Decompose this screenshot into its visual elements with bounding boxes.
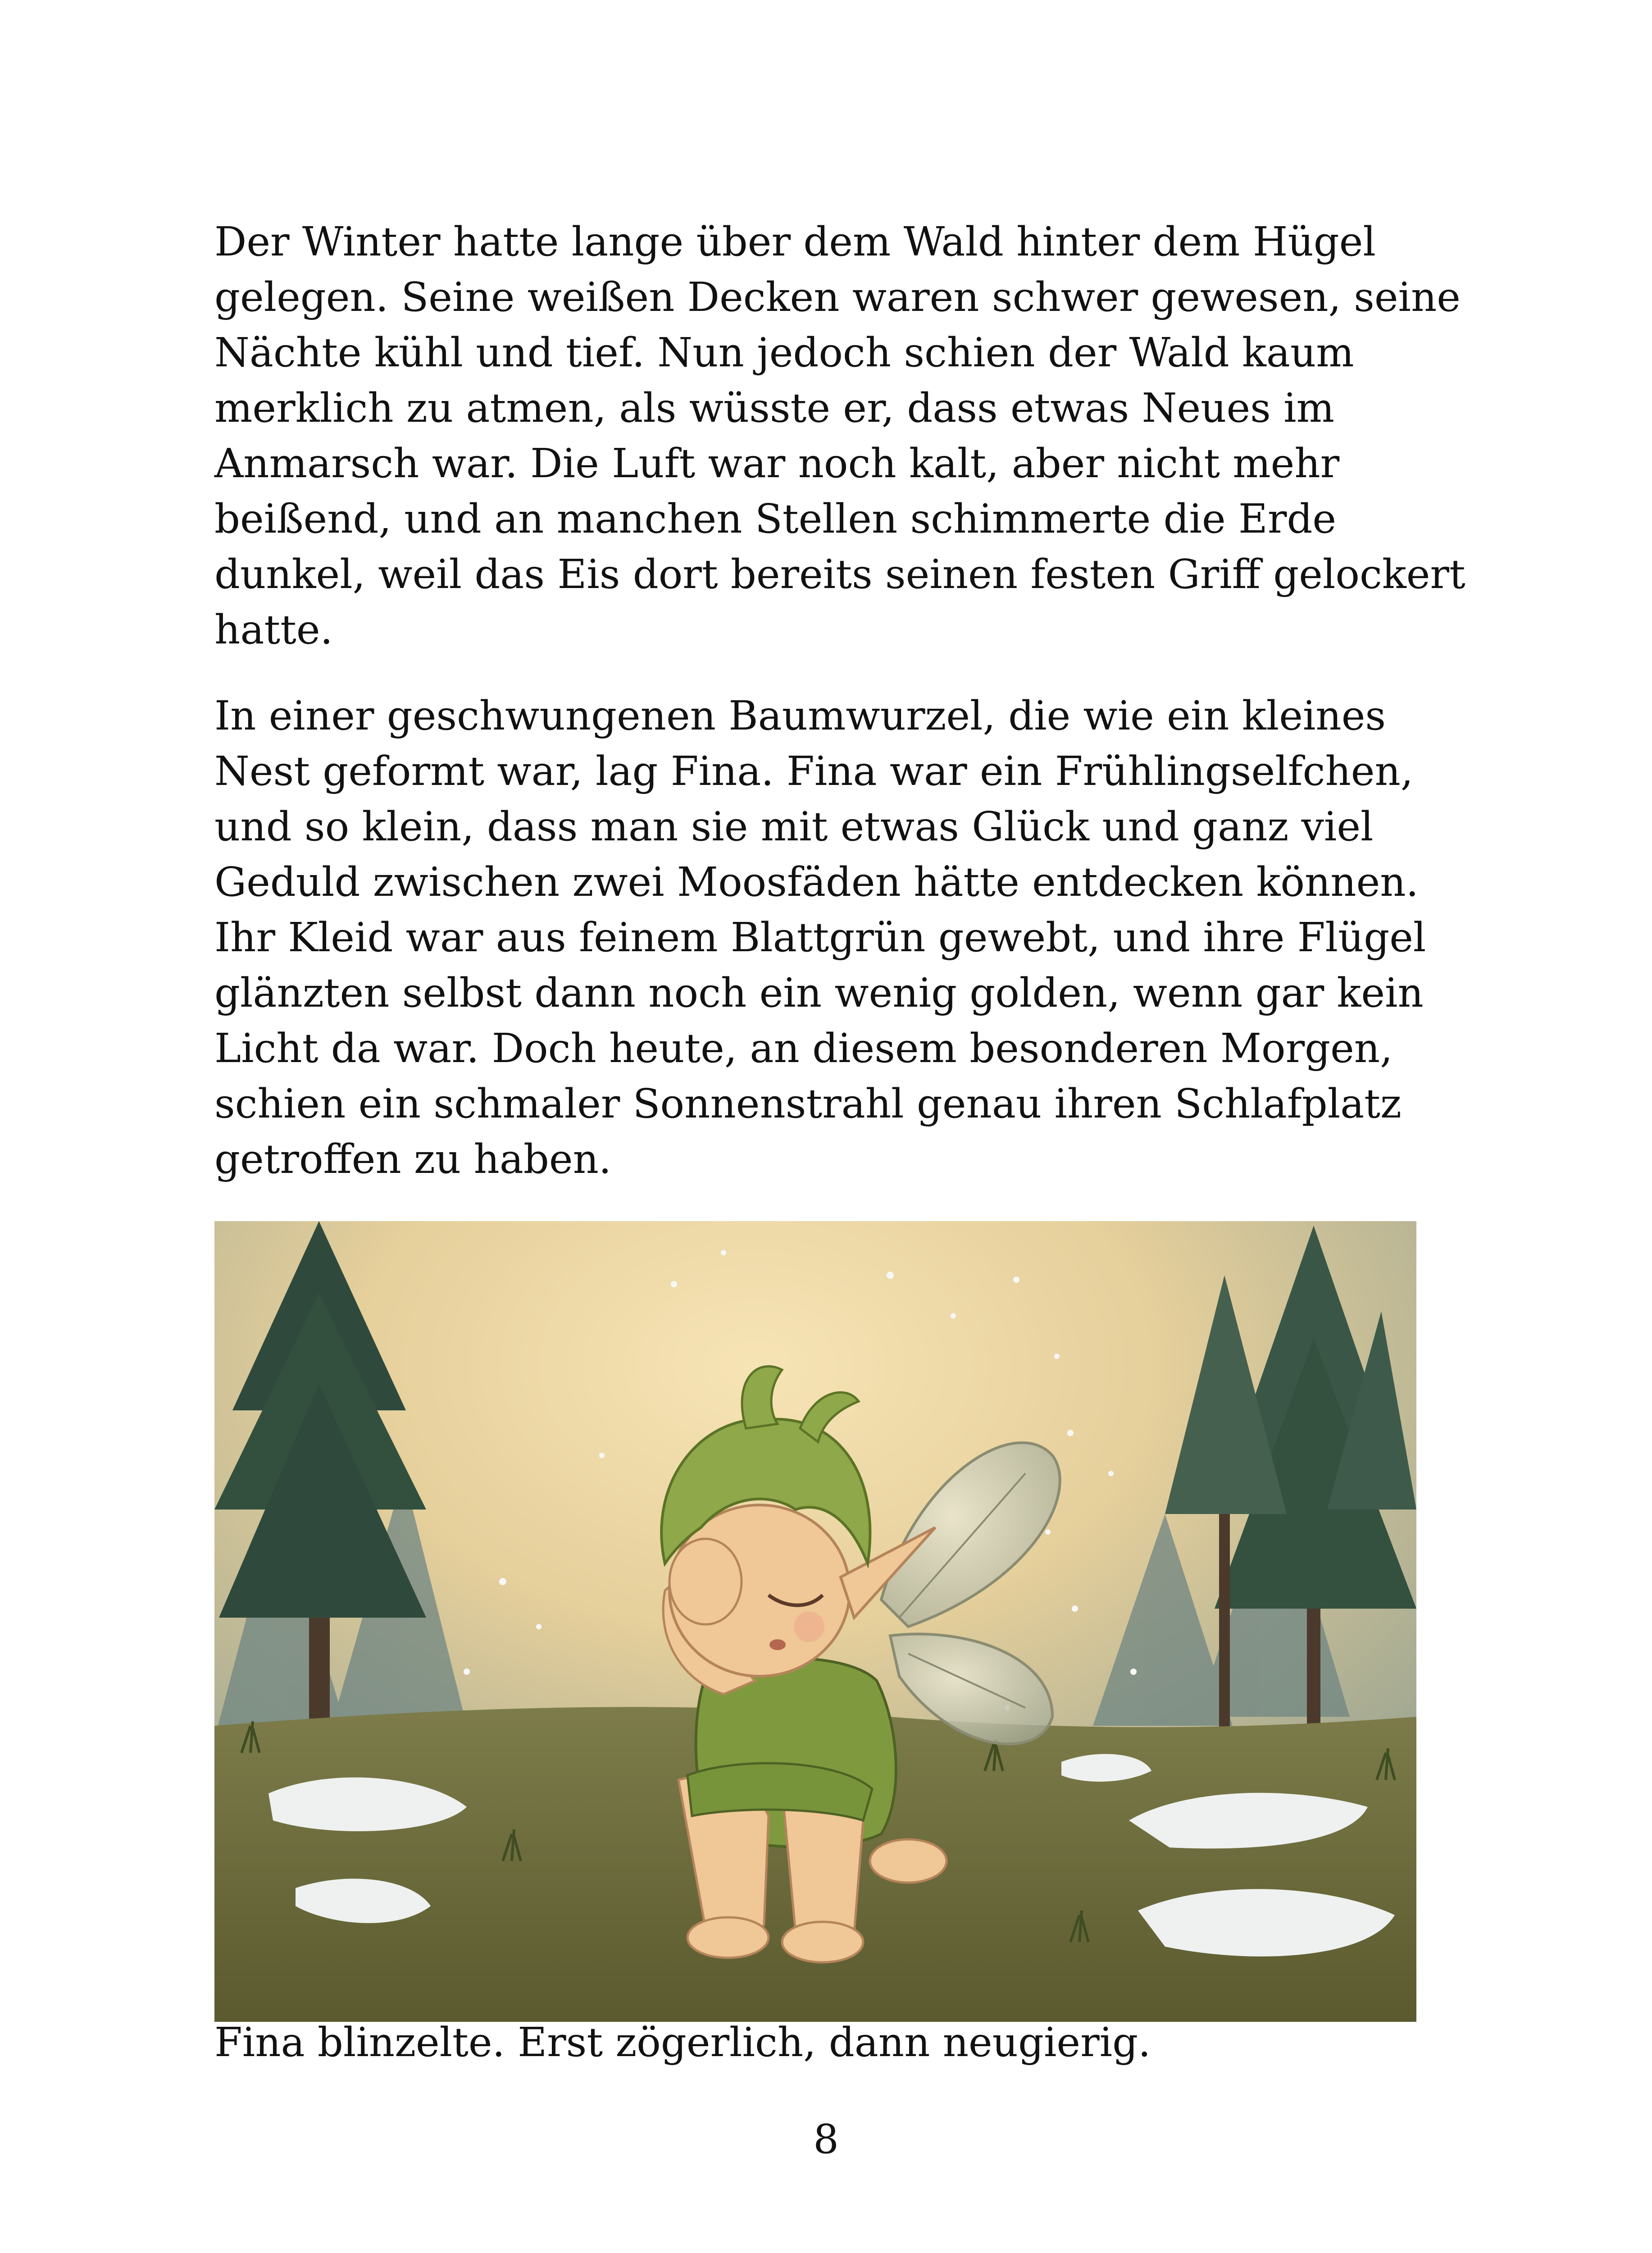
text-line: und so klein, dass man sie mit etwas Glück und ganz viel <box>214 803 1374 850</box>
text-line: Nest geformt war, lag Fina. Fina war ein Frühlingselfchen, <box>214 748 1414 794</box>
text-line: Ihr Kleid war aus feinem Blattgrün gewebt, und ihre Flügel <box>214 914 1426 961</box>
illustration-caption <box>214 2015 1435 2070</box>
text-line: merklich zu atmen, als wüsste er, dass etwas Neues im <box>214 384 1334 431</box>
page-number: 8 <box>813 2116 839 2162</box>
paragraph-2 <box>214 688 1435 1187</box>
text-line: Der Winter hatte lange über dem Wald hinter dem Hügel <box>214 218 1376 265</box>
caption-text: Fina blinzelte. Erst zögerlich, dann neugierig. <box>214 2019 1151 2066</box>
text-line: hatte. <box>214 606 333 653</box>
text-line: dunkel, weil das Eis dort bereits seinen festen Griff gelockert <box>214 551 1465 597</box>
text-line: Geduld zwischen zwei Moosfäden hätte entdecken können. <box>214 858 1419 905</box>
text-line: schien ein schmaler Sonnenstrahl genau ihren Schlafplatz <box>214 1080 1402 1127</box>
text-line: glänzten selbst dann noch ein wenig golden, wenn gar kein <box>214 969 1424 1016</box>
text-line: getroffen zu haben. <box>214 1136 612 1182</box>
text-line: In einer geschwungenen Baumwurzel, die wie ein kleines <box>214 692 1386 739</box>
text-line: gelegen. Seine weißen Decken waren schwer gewesen, seine <box>214 274 1461 320</box>
fairy-illustration <box>214 1221 1416 2022</box>
text-line: beißend, und an manchen Stellen schimmerte die Erde <box>214 495 1337 542</box>
text-line: Anmarsch war. Die Luft war noch kalt, aber nicht mehr <box>214 440 1340 487</box>
text-line: Licht da war. Doch heute, an diesem besonderen Morgen, <box>214 1025 1393 1072</box>
paragraph-1 <box>214 214 1465 657</box>
text-line: Nächte kühl und tief. Nun jedoch schien der Wald kaum <box>214 329 1354 376</box>
